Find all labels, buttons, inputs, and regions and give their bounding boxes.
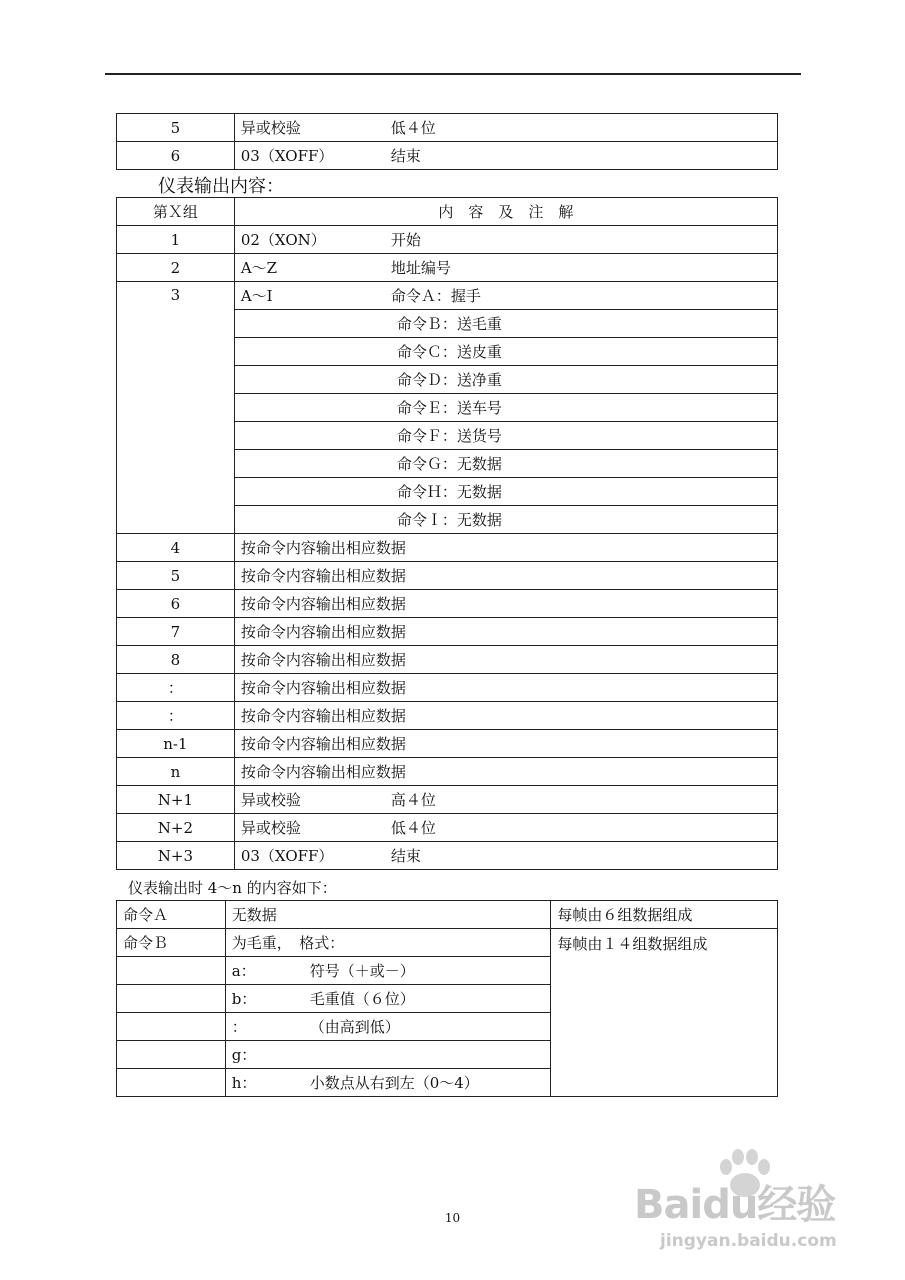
command-item: 命令Ｉ：无数据 xyxy=(234,506,777,534)
frame-info: 每帧由１４组数据组成 xyxy=(551,929,778,1097)
header-content: 内 容 及 注 解 xyxy=(234,198,777,226)
row-text: 按命令内容输出相应数据 xyxy=(234,646,777,674)
field-key: b： xyxy=(231,990,257,1008)
table-row xyxy=(117,618,778,646)
row-text: 按命令内容输出相应数据 xyxy=(234,618,777,646)
command-item: 命令Ｆ：送货号 xyxy=(234,422,777,450)
row-text: 按命令内容输出相应数据 xyxy=(234,730,777,758)
table-row xyxy=(117,702,778,730)
table-row xyxy=(117,534,778,562)
row-text: 按命令内容输出相应数据 xyxy=(234,562,777,590)
row-desc: 结束 xyxy=(390,147,421,165)
row-number: N+2 xyxy=(117,814,235,842)
row-number: 3 xyxy=(117,282,235,534)
row-number: 8 xyxy=(117,646,235,674)
row-number: 4 xyxy=(117,534,235,562)
command-content: 无数据 xyxy=(225,901,551,929)
field-key: h： xyxy=(231,1074,257,1092)
row-name: 异或校验 xyxy=(240,819,301,837)
table-row xyxy=(117,842,778,870)
table-row xyxy=(117,730,778,758)
row-desc: 低４位 xyxy=(390,119,436,137)
row-number: ： xyxy=(117,674,235,702)
table-row xyxy=(117,786,778,814)
table-row xyxy=(117,282,778,310)
watermark-brand: Baidu经验 xyxy=(634,1182,836,1228)
table-row xyxy=(117,758,778,786)
row-text: 按命令内容输出相应数据 xyxy=(234,590,777,618)
command-item: 命令Ｇ：无数据 xyxy=(234,450,777,478)
field-key: ： xyxy=(231,1018,247,1036)
row-name: A～Z xyxy=(240,259,278,277)
row-desc: 高４位 xyxy=(390,791,436,809)
row-name: 02（XON） xyxy=(240,231,326,249)
command-item: 命令Ｃ：送皮重 xyxy=(234,338,777,366)
row-name: 03（XOFF） xyxy=(240,847,334,865)
command-label: 命令Ｂ xyxy=(117,929,226,957)
watermark xyxy=(612,1145,872,1265)
command-item: 命令Ｂ：送毛重 xyxy=(234,310,777,338)
table-row xyxy=(117,114,778,142)
table-row xyxy=(117,226,778,254)
command-item: 命令Ａ：握手 xyxy=(390,287,481,305)
row-number: n-1 xyxy=(117,730,235,758)
command-content: 为毛重， 格式： xyxy=(225,929,551,957)
row-number: 6 xyxy=(117,142,235,170)
table-row xyxy=(117,254,778,282)
row-number: 7 xyxy=(117,618,235,646)
row-desc: 地址编号 xyxy=(390,259,451,277)
command-item: 命令Ｅ：送车号 xyxy=(234,394,777,422)
row-number: 5 xyxy=(117,562,235,590)
field-desc: 符号（＋或－） xyxy=(309,962,415,980)
row-text: 按命令内容输出相应数据 xyxy=(234,534,777,562)
table-main xyxy=(116,197,778,870)
row-desc: 开始 xyxy=(390,231,421,249)
table-row xyxy=(117,590,778,618)
table-row xyxy=(117,562,778,590)
header-rule xyxy=(105,73,801,75)
row-name: 异或校验 xyxy=(240,119,301,137)
row-text: 按命令内容输出相应数据 xyxy=(234,702,777,730)
row-number: N+3 xyxy=(117,842,235,870)
field-key: g： xyxy=(231,1046,257,1064)
table-row xyxy=(117,646,778,674)
row-number: n xyxy=(117,758,235,786)
command-item: 命令Ｈ：无数据 xyxy=(234,478,777,506)
note-text: 仪表输出时 4～n 的内容如下： xyxy=(128,879,337,897)
frame-info: 每帧由６组数据组成 xyxy=(551,901,778,929)
field-desc: 毛重值（６位） xyxy=(309,990,415,1008)
row-name: 异或校验 xyxy=(240,791,301,809)
row-number: 1 xyxy=(117,226,235,254)
field-key: a： xyxy=(231,962,256,980)
row-number: 6 xyxy=(117,590,235,618)
row-number: ： xyxy=(117,702,235,730)
command-label: 命令Ａ xyxy=(117,901,226,929)
table-bottom xyxy=(116,900,778,1097)
command-item: 命令Ｄ：送净重 xyxy=(234,366,777,394)
row-number: 5 xyxy=(117,114,235,142)
row-desc: 低４位 xyxy=(390,819,436,837)
field-desc: （由高到低） xyxy=(309,1018,400,1036)
row-number: N+1 xyxy=(117,786,235,814)
header-group: 第Ｘ组 xyxy=(117,198,235,226)
table-row xyxy=(117,674,778,702)
table-top xyxy=(116,113,778,170)
row-number: 2 xyxy=(117,254,235,282)
row-name: A～I xyxy=(240,287,273,305)
table-row xyxy=(117,814,778,842)
row-text: 按命令内容输出相应数据 xyxy=(234,758,777,786)
table-row xyxy=(117,901,778,929)
table-row xyxy=(117,929,778,957)
watermark-url: jingyan.baidu.com xyxy=(660,1231,837,1251)
field-desc: 小数点从右到左（0～4） xyxy=(309,1074,479,1092)
row-name: 03（XOFF） xyxy=(240,147,334,165)
row-text: 按命令内容输出相应数据 xyxy=(234,674,777,702)
table-row xyxy=(117,142,778,170)
page-number: 10 xyxy=(444,1211,461,1225)
row-desc: 结束 xyxy=(390,847,421,865)
section-title: 仪表输出内容： xyxy=(158,176,284,197)
table-header-row xyxy=(117,198,778,226)
